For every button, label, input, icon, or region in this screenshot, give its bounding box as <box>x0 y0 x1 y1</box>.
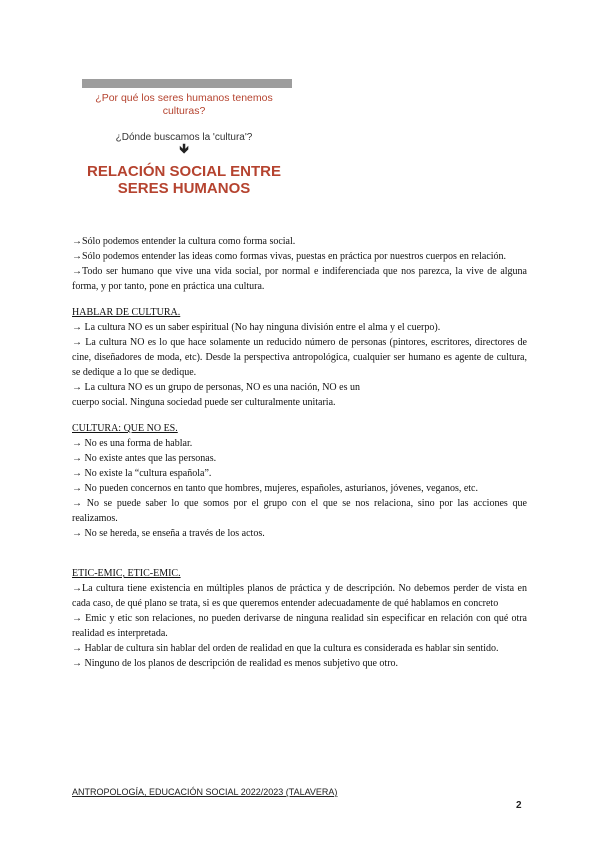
document-body <box>72 234 527 671</box>
section-title-hablar-de-cultura: HABLAR DE CULTURA. <box>72 307 181 318</box>
section-title-etic-emic: ETIC-EMIC, ETIC-EMIC. <box>72 568 181 579</box>
section-item: cuerpo social. Ninguna sociedad puede ser culturalmente unitaria. <box>72 397 336 408</box>
question-where-culture: ¿Dónde buscamos la 'cultura'? <box>115 132 253 143</box>
section-title-cultura-que-no-es: CULTURA: QUE NO ES. <box>72 423 178 434</box>
headline-line-2: SERES HUMANOS <box>117 180 251 197</box>
page-number: 2 <box>516 800 522 811</box>
section-item: → No es una forma de hablar. <box>72 438 193 449</box>
section-item: → La cultura NO es lo que hace solamente un reducido número de personas (pintores, escritores, directores de cine, diseñadores de moda, etc). Desde la perspectiva antropológica, cualquier ser humano es agente de cultura, se dedique a lo que se dedique. <box>72 337 527 378</box>
section-item: → No pueden concernos en tanto que hombres, mujeres, españoles, asturianos, jóvenes, veganos, etc. <box>72 483 478 494</box>
intro-paragraph: →Sólo podemos entender la cultura como forma social. <box>72 236 296 247</box>
section-item: → No se hereda, se enseña a través de los actos. <box>72 528 265 539</box>
section-item: → No existe la “cultura española”. <box>72 468 212 479</box>
arrow-down-icon: 🡻 <box>179 142 189 157</box>
footer-course-label: ANTROPOLOGÍA, EDUCACIÓN SOCIAL 2022/2023 (TALAVERA) <box>72 787 338 797</box>
section-item: → No existe antes que las personas. <box>72 453 217 464</box>
headline-line-1: RELACIÓN SOCIAL ENTRE <box>87 163 281 180</box>
question-why-cultures: ¿Por qué los seres humanos tenemos culturas? <box>95 92 273 117</box>
section-item: → Ninguno de los planos de descripción de realidad es menos subjetivo que otro. <box>72 658 399 669</box>
section-item: → La cultura NO es un grupo de personas, NO es una nación, NO es un <box>72 382 360 393</box>
section-item: →La cultura tiene existencia en múltiples planos de práctica y de descripción. No debemos perder de vista en cada caso, de qué plano se trata, si es que queremos entender adecuadamente de qué hablamos en concreto <box>72 583 527 609</box>
section-item: → Emic y etic son relaciones, no pueden derivarse de ninguna realidad sin especificar en relación con qué otra realidad es interpretada. <box>72 613 527 639</box>
section-item: → Hablar de cultura sin hablar del orden de realidad en que la cultura es considerada es hablar sin sentido. <box>72 643 499 654</box>
header-decorative-bar <box>82 79 292 88</box>
section-item: → La cultura NO es un saber espiritual (No hay ninguna división entre el alma y el cuerpo). <box>72 322 441 333</box>
section-item: → No se puede saber lo que somos por el grupo con el que se nos relaciona, sino por las acciones que realizamos. <box>72 498 527 524</box>
intro-paragraph: →Todo ser humano que vive una vida social, por normal e indiferenciada que nos parezca, la vive de alguna forma, y por tanto, pone en práctica una cultura. <box>72 266 527 292</box>
headline <box>76 163 292 197</box>
intro-paragraph: →Sólo podemos entender las ideas como formas vivas, puestas en práctica por nuestros cuerpos en relación. <box>72 251 507 262</box>
